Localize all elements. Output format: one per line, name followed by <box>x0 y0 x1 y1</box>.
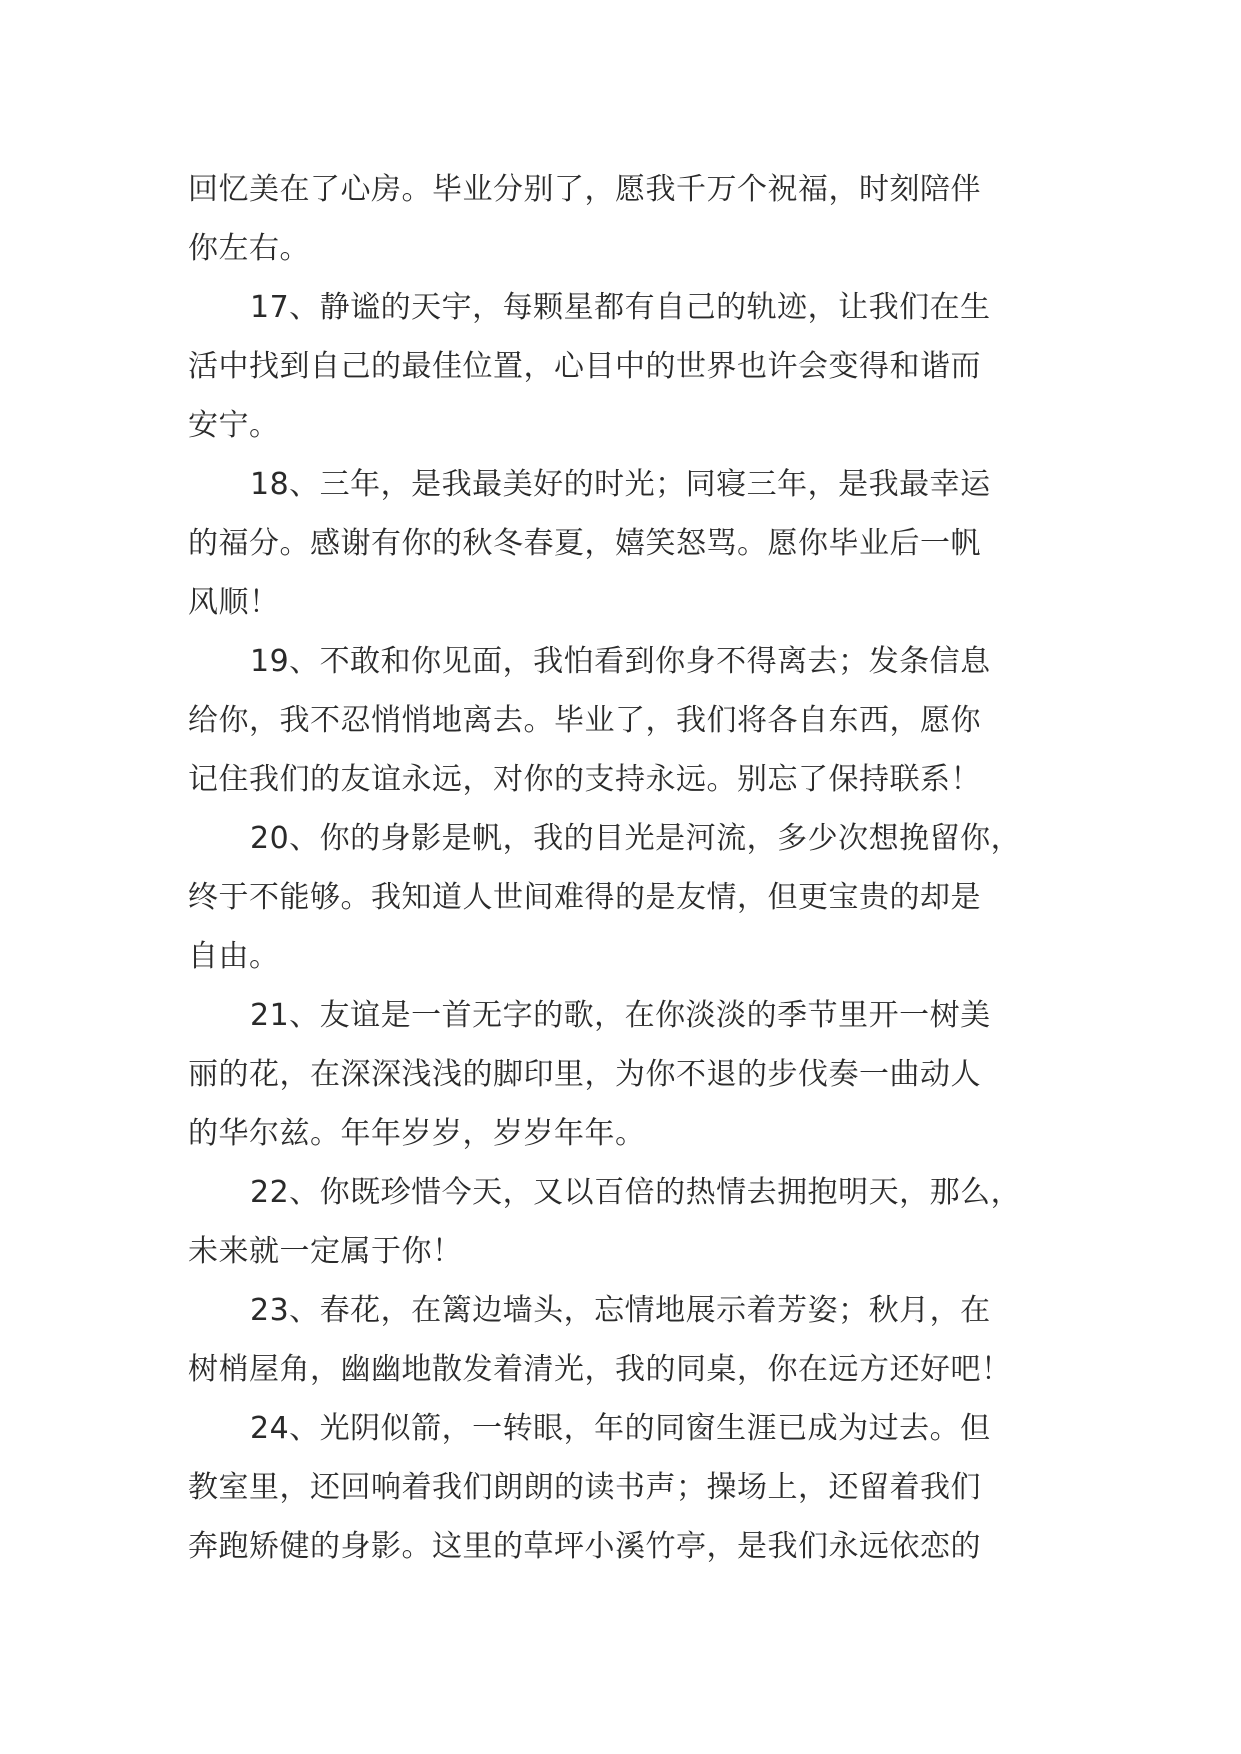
item-23-line: 23、春花，在篱边墙头，忘情地展示着芳姿；秋月，在 <box>250 1293 991 1328</box>
text-line: 教室里，还回响着我们朗朗的读书声；操场上，还留着我们 <box>188 1470 981 1505</box>
text-line: 回忆美在了心房。毕业分别了，愿我千万个祝福，时刻陪伴 <box>188 172 981 207</box>
text-line: 未来就一定属于你！ <box>188 1234 463 1269</box>
text-line: 安宁。 <box>188 408 280 443</box>
item-17-line: 17、静谧的天宇，每颗星都有自己的轨迹，让我们在生 <box>250 290 991 325</box>
text-line: 的福分。感谢有你的秋冬春夏，嬉笑怒骂。愿你毕业后一帆 <box>188 526 981 561</box>
text-line: 树梢屋角，幽幽地散发着清光，我的同桌，你在远方还好吧！ <box>188 1352 1012 1387</box>
item-24-line: 24、光阴似箭，一转眼，年的同窗生涯已成为过去。但 <box>250 1411 991 1446</box>
text-line: 终于不能够。我知道人世间难得的是友情，但更宝贵的却是 <box>188 880 981 915</box>
item-22-line: 22、你既珍惜今天，又以百倍的热情去拥抱明天，那么， <box>250 1175 1022 1210</box>
text-line: 风顺！ <box>188 585 280 620</box>
text-line: 你左右。 <box>188 231 310 266</box>
text-line: 活中找到自己的最佳位置，心目中的世界也许会变得和谐而 <box>188 349 981 384</box>
item-19-line: 19、不敢和你见面，我怕看到你身不得离去；发条信息 <box>250 644 991 679</box>
document-page <box>188 160 1058 1576</box>
item-21-line: 21、友谊是一首无字的歌，在你淡淡的季节里开一树美 <box>250 998 991 1033</box>
text-line: 给你，我不忍悄悄地离去。毕业了，我们将各自东西，愿你 <box>188 703 981 738</box>
item-20-line: 20、你的身影是帆，我的目光是河流，多少次想挽留你， <box>250 821 1022 856</box>
text-line: 的华尔兹。年年岁岁，岁岁年年。 <box>188 1116 646 1151</box>
text-line: 丽的花，在深深浅浅的脚印里，为你不退的步伐奏一曲动人 <box>188 1057 981 1092</box>
text-line: 记住我们的友谊永远，对你的支持永远。别忘了保持联系！ <box>188 762 981 797</box>
text-line: 奔跑矫健的身影。这里的草坪小溪竹亭，是我们永远依恋的 <box>188 1529 981 1564</box>
text-line: 自由。 <box>188 939 280 974</box>
item-18-line: 18、三年，是我最美好的时光；同寝三年，是我最幸运 <box>250 467 991 502</box>
